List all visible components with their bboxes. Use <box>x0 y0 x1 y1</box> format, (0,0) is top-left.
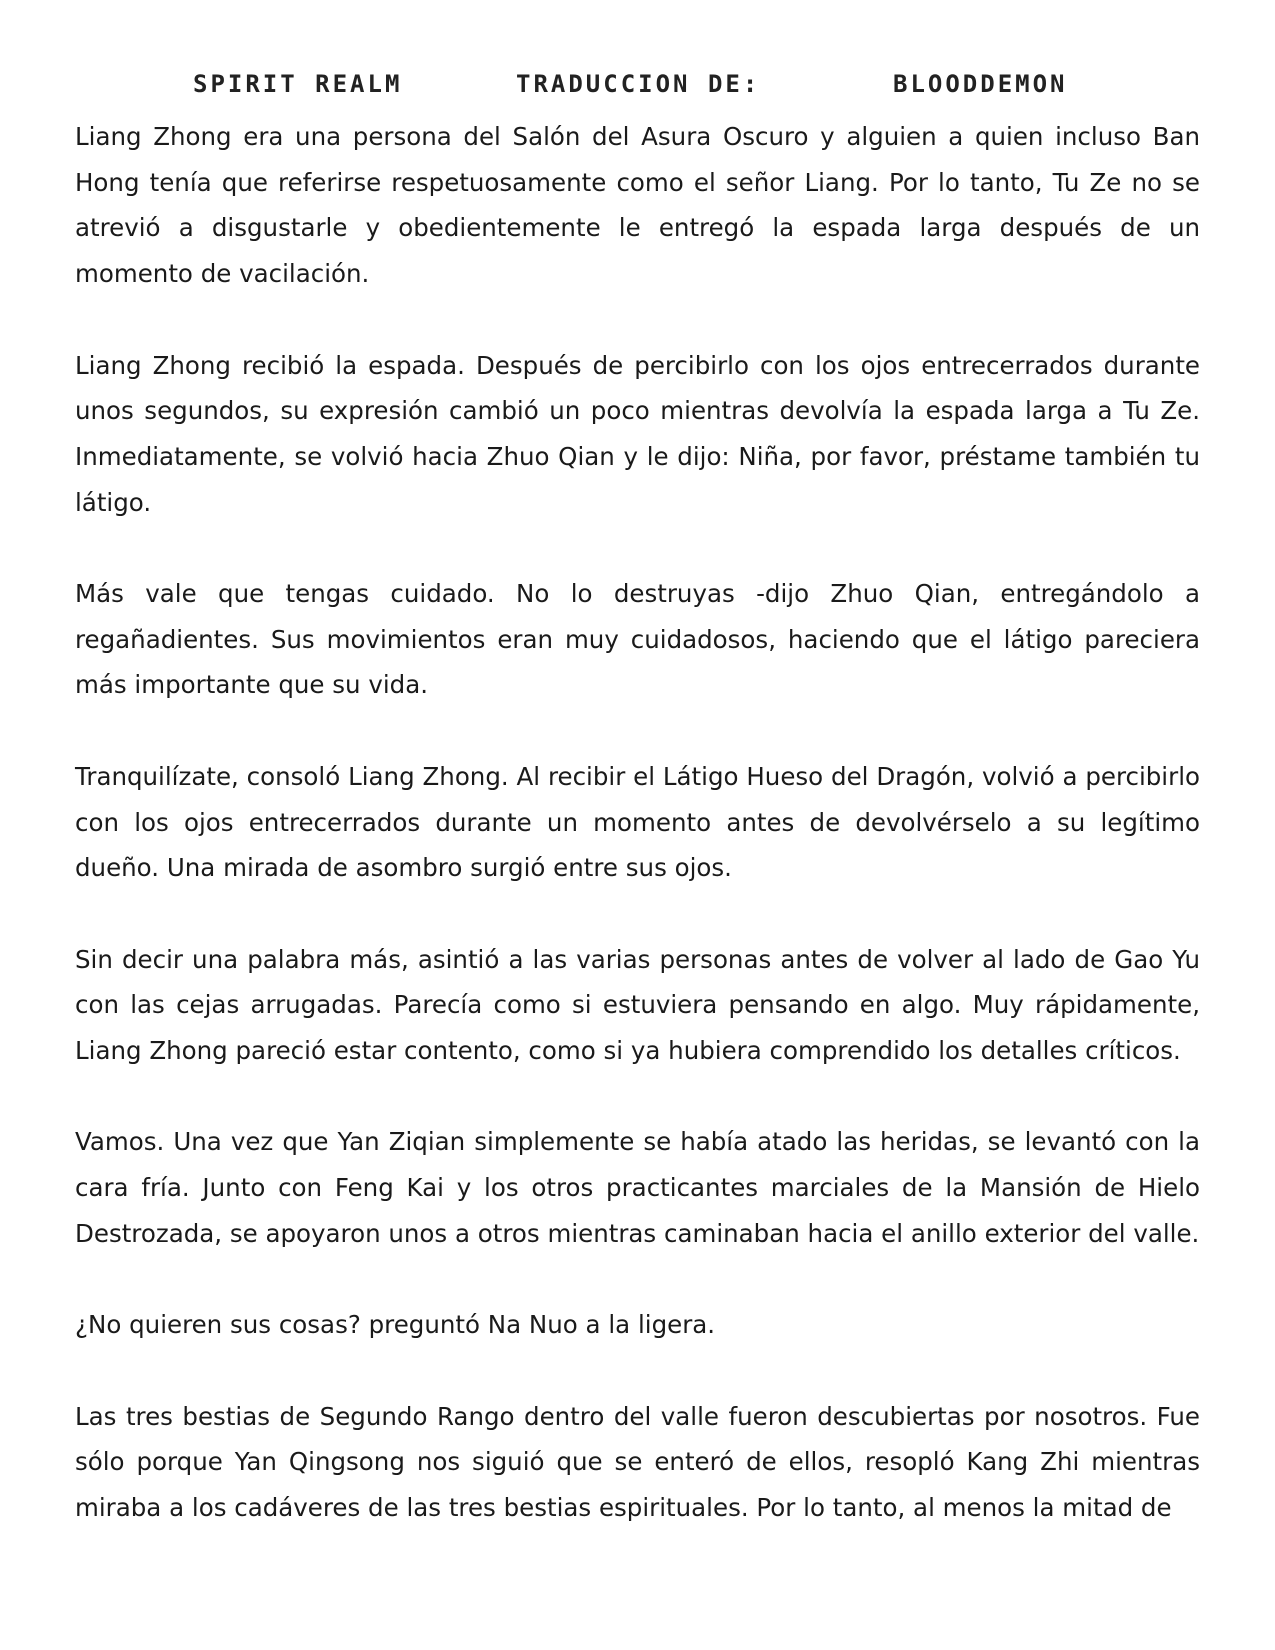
page-header <box>0 70 1275 110</box>
paragraph-7: ¿No quieren sus cosas? preguntó Na Nuo a la ligera. <box>75 1310 716 1340</box>
paragraph-6: Vamos. Una vez que Yan Ziqian simplemente se había atado las heridas, se levantó con la cara fría. Junto con Feng Kai y los otros practicantes marciales de la Mansión de Hielo Destrozada, se apoyaron unos a otros mientras caminaban hacia el anillo exterior del valle. <box>75 1127 1200 1248</box>
header-translation-label: TRADUCCION DE: <box>516 70 761 98</box>
paragraph-3: Más vale que tengas cuidado. No lo destruyas -dijo Zhuo Qian, entregándolo a regañadientes. Sus movimientos eran muy cuidadosos, haciendo que el látigo pareciera más importante que su vida. <box>75 579 1200 700</box>
paragraph-5: Sin decir una palabra más, asintió a las varias personas antes de volver al lado de Gao Yu con las cejas arrugadas. Parecía como si estuviera pensando en algo. Muy rápidamente, Liang Zhong pareció estar contento, como si ya hubiera comprendido los detalles críticos. <box>75 944 1200 1065</box>
body-text <box>75 114 1200 1576</box>
paragraph-1: Liang Zhong era una persona del Salón del Asura Oscuro y alguien a quien incluso Ban Hong tenía que referirse respetuosamente como el señor Liang. Por lo tanto, Tu Ze no se atrevió a disgustarle y obedientemente le entregó la espada larga después de un momento de vacilación. <box>75 122 1200 289</box>
header-title: SPIRIT REALM <box>193 70 403 98</box>
paragraph-8: Las tres bestias de Segundo Rango dentro del valle fueron descubiertas por nosotros. Fue sólo porque Yan Qingsong nos siguió que se enteró de ellos, resopló Kang Zhi mientras miraba a los cadáveres de las tres bestias espirituales. Por lo tanto, al menos la mitad de <box>75 1401 1200 1522</box>
header-translator: BLOODDEMON <box>893 70 1068 98</box>
paragraph-2: Liang Zhong recibió la espada. Después de percibirlo con los ojos entrecerrados durante unos segundos, su expresión cambió un poco mientras devolvía la espada larga a Tu Ze. Inmediatamente, se volvió hacia Zhuo Qian y le dijo: Niña, por favor, préstame también tu látigo. <box>75 350 1200 517</box>
paragraph-4: Tranquilízate, consoló Liang Zhong. Al recibir el Látigo Hueso del Dragón, volvió a percibirlo con los ojos entrecerrados durante un momento antes de devolvérselo a su legítimo dueño. Una mirada de asombro surgió entre sus ojos. <box>75 761 1200 883</box>
